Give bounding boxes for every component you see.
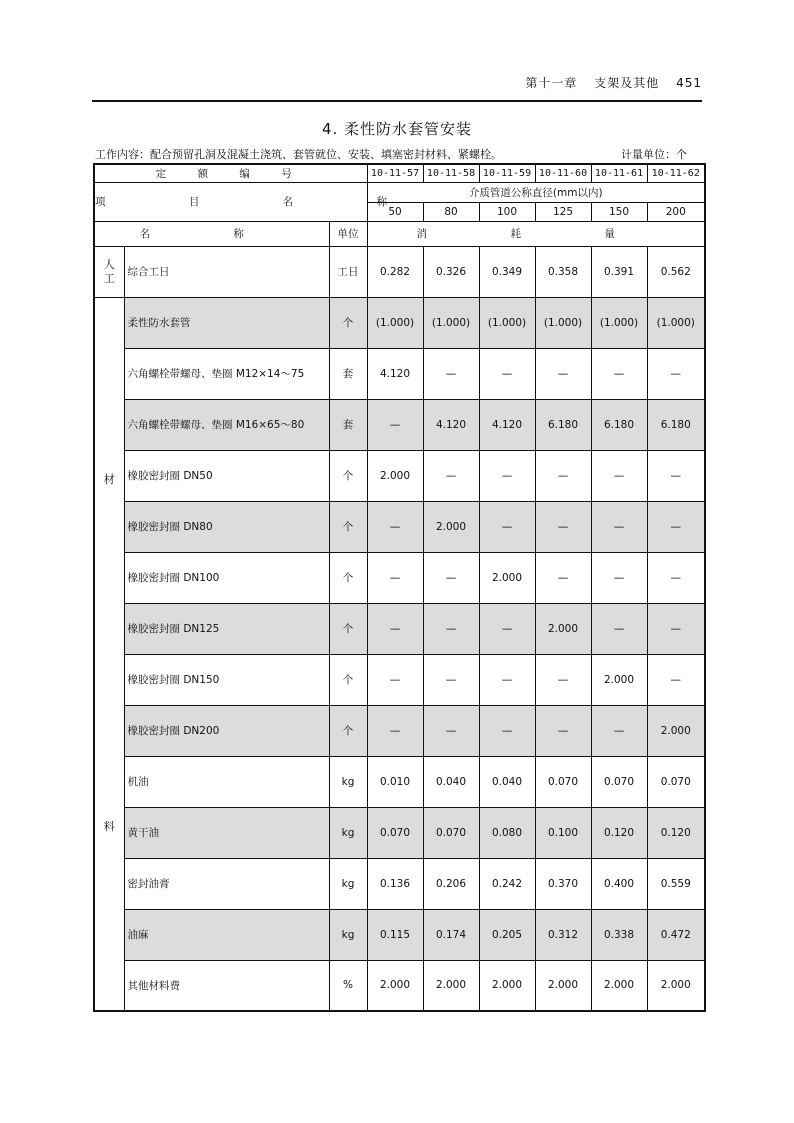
item-unit: 工日 <box>329 246 367 297</box>
item-value: (1.000) <box>367 297 423 348</box>
column-header-row <box>94 221 705 246</box>
quota-table <box>93 163 706 1012</box>
item-name: 橡胶密封圈 DN100 <box>124 552 329 603</box>
item-value: — <box>647 654 705 705</box>
quota-code: 10-11-60 <box>535 164 591 182</box>
item-value: 0.120 <box>647 807 705 858</box>
table-row <box>94 909 705 960</box>
item-value: — <box>479 705 535 756</box>
item-value: 0.174 <box>423 909 479 960</box>
item-value: — <box>479 603 535 654</box>
item-unit: 个 <box>329 552 367 603</box>
table-row <box>94 960 705 1011</box>
table-row <box>94 348 705 399</box>
item-value: 0.115 <box>367 909 423 960</box>
item-value: — <box>423 705 479 756</box>
item-value: 0.070 <box>367 807 423 858</box>
item-value: 0.312 <box>535 909 591 960</box>
item-unit: 套 <box>329 348 367 399</box>
item-name-label: 项 目 名 称 <box>94 182 367 221</box>
item-value: 0.070 <box>423 807 479 858</box>
diameter-value: 100 <box>479 202 535 221</box>
table-row <box>94 501 705 552</box>
item-value: 0.070 <box>647 756 705 807</box>
item-value: — <box>591 348 647 399</box>
item-name: 柔性防水套管 <box>124 297 329 348</box>
item-unit: 套 <box>329 399 367 450</box>
table-row <box>94 705 705 756</box>
item-unit: 个 <box>329 654 367 705</box>
item-unit: 个 <box>329 501 367 552</box>
item-value: — <box>479 501 535 552</box>
param-header: 介质管道公称直径(mm以内) <box>367 182 705 202</box>
item-value: 4.120 <box>423 399 479 450</box>
item-value: 0.120 <box>591 807 647 858</box>
item-value: — <box>535 705 591 756</box>
item-value: — <box>367 552 423 603</box>
item-value: — <box>591 552 647 603</box>
item-value: 6.180 <box>647 399 705 450</box>
unit-note: 计量单位：个 <box>621 148 687 161</box>
table-row <box>94 246 705 297</box>
item-value: 2.000 <box>647 705 705 756</box>
item-value: — <box>423 450 479 501</box>
item-value: 0.040 <box>423 756 479 807</box>
item-unit: 个 <box>329 603 367 654</box>
item-value: 0.205 <box>479 909 535 960</box>
diameter-value: 80 <box>423 202 479 221</box>
item-name: 六角螺栓带螺母、垫圈 M12×14～75 <box>124 348 329 399</box>
item-name: 橡胶密封圈 DN80 <box>124 501 329 552</box>
item-value: 0.400 <box>591 858 647 909</box>
item-name: 橡胶密封圈 DN150 <box>124 654 329 705</box>
item-value: — <box>423 552 479 603</box>
item-value: — <box>647 450 705 501</box>
item-value: — <box>647 501 705 552</box>
quota-code: 10-11-62 <box>647 164 705 182</box>
item-name: 六角螺栓带螺母、垫圈 M16×65～80 <box>124 399 329 450</box>
item-name: 综合工日 <box>124 246 329 297</box>
item-value: 2.000 <box>423 960 479 1011</box>
item-value: 0.206 <box>423 858 479 909</box>
item-value: 4.120 <box>479 399 535 450</box>
item-value: 0.559 <box>647 858 705 909</box>
item-name: 油麻 <box>124 909 329 960</box>
diameter-value: 200 <box>647 202 705 221</box>
item-value: 2.000 <box>479 960 535 1011</box>
item-value: 0.070 <box>591 756 647 807</box>
table-row <box>94 450 705 501</box>
item-value: (1.000) <box>647 297 705 348</box>
item-value: — <box>647 348 705 399</box>
diameter-value: 125 <box>535 202 591 221</box>
item-value: (1.000) <box>423 297 479 348</box>
item-value: — <box>647 603 705 654</box>
item-value: 2.000 <box>647 960 705 1011</box>
item-unit: % <box>329 960 367 1011</box>
quota-code: 10-11-57 <box>367 164 423 182</box>
category-material-char: 料 <box>103 820 115 834</box>
item-value: 0.100 <box>535 807 591 858</box>
item-value: 0.010 <box>367 756 423 807</box>
item-value: 2.000 <box>591 654 647 705</box>
item-value: 2.000 <box>423 501 479 552</box>
table-row <box>94 654 705 705</box>
table-row <box>94 756 705 807</box>
item-value: — <box>535 654 591 705</box>
item-value: (1.000) <box>479 297 535 348</box>
quota-number-label: 定 额 编 号 <box>94 164 367 182</box>
item-name: 机油 <box>124 756 329 807</box>
item-value: 2.000 <box>367 960 423 1011</box>
item-value: — <box>423 603 479 654</box>
table-row <box>94 552 705 603</box>
item-value: (1.000) <box>535 297 591 348</box>
item-value: 4.120 <box>367 348 423 399</box>
item-value: 2.000 <box>535 960 591 1011</box>
quota-code: 10-11-59 <box>479 164 535 182</box>
diameter-value: 150 <box>591 202 647 221</box>
item-value: (1.000) <box>591 297 647 348</box>
item-name: 黄干油 <box>124 807 329 858</box>
item-value: 0.136 <box>367 858 423 909</box>
item-value: — <box>479 348 535 399</box>
item-value: — <box>423 654 479 705</box>
diameter-value: 50 <box>367 202 423 221</box>
item-unit: kg <box>329 858 367 909</box>
item-unit: kg <box>329 756 367 807</box>
header-rule <box>92 100 702 102</box>
item-name: 其他材料费 <box>124 960 329 1011</box>
item-unit: 个 <box>329 705 367 756</box>
item-value: — <box>367 501 423 552</box>
table-row <box>94 603 705 654</box>
category-labor: 人工 <box>94 246 124 297</box>
item-value: — <box>591 450 647 501</box>
item-value: 0.370 <box>535 858 591 909</box>
item-value: 6.180 <box>535 399 591 450</box>
item-name: 橡胶密封圈 DN125 <box>124 603 329 654</box>
item-name: 密封油膏 <box>124 858 329 909</box>
table-row <box>94 399 705 450</box>
unit-col-label: 单位 <box>329 221 367 246</box>
item-unit: 个 <box>329 297 367 348</box>
item-value: 0.242 <box>479 858 535 909</box>
name-col-label: 名 称 <box>94 221 329 246</box>
item-value: — <box>367 399 423 450</box>
item-value: 6.180 <box>591 399 647 450</box>
item-value: — <box>479 654 535 705</box>
item-value: — <box>591 501 647 552</box>
category-material <box>94 297 124 1011</box>
item-value: 0.358 <box>535 246 591 297</box>
item-value: — <box>535 552 591 603</box>
section-label: 支架及其他 <box>594 76 660 90</box>
item-value: 0.562 <box>647 246 705 297</box>
item-value: 0.326 <box>423 246 479 297</box>
item-value: 0.349 <box>479 246 535 297</box>
item-value: — <box>535 450 591 501</box>
item-unit: 个 <box>329 450 367 501</box>
item-value: — <box>479 450 535 501</box>
quota-code: 10-11-58 <box>423 164 479 182</box>
item-value: — <box>535 348 591 399</box>
consumption-label: 消 耗 量 <box>367 221 705 246</box>
param-header-row <box>94 182 705 202</box>
item-value: 2.000 <box>367 450 423 501</box>
table-row <box>94 858 705 909</box>
item-value: — <box>423 348 479 399</box>
item-name: 橡胶密封圈 DN50 <box>124 450 329 501</box>
item-value: — <box>647 552 705 603</box>
item-value: 0.391 <box>591 246 647 297</box>
table-row <box>94 297 705 348</box>
item-value: — <box>367 654 423 705</box>
item-value: 2.000 <box>535 603 591 654</box>
quota-code: 10-11-61 <box>591 164 647 182</box>
chapter-label: 第十一章 <box>525 76 578 90</box>
item-value: 2.000 <box>479 552 535 603</box>
table-row <box>94 807 705 858</box>
work-content: 工作内容：配合预留孔洞及混凝土浇筑、套管就位、安装、填塞密封材料、紧螺栓。 <box>95 148 502 161</box>
item-unit: kg <box>329 909 367 960</box>
item-value: — <box>535 501 591 552</box>
item-value: — <box>591 705 647 756</box>
item-value: 0.040 <box>479 756 535 807</box>
item-unit: kg <box>329 807 367 858</box>
page-number: 451 <box>676 76 702 90</box>
quota-number-row <box>94 164 705 182</box>
item-value: 2.000 <box>591 960 647 1011</box>
item-value: 0.070 <box>535 756 591 807</box>
item-value: — <box>591 603 647 654</box>
category-material-char: 材 <box>103 473 115 487</box>
item-value: — <box>367 603 423 654</box>
item-value: 0.282 <box>367 246 423 297</box>
page-header <box>513 74 702 91</box>
item-value: 0.080 <box>479 807 535 858</box>
item-name: 橡胶密封圈 DN200 <box>124 705 329 756</box>
item-value: 0.338 <box>591 909 647 960</box>
section-title: 4. 柔性防水套管安装 <box>321 120 473 138</box>
item-value: 0.472 <box>647 909 705 960</box>
item-value: — <box>367 705 423 756</box>
